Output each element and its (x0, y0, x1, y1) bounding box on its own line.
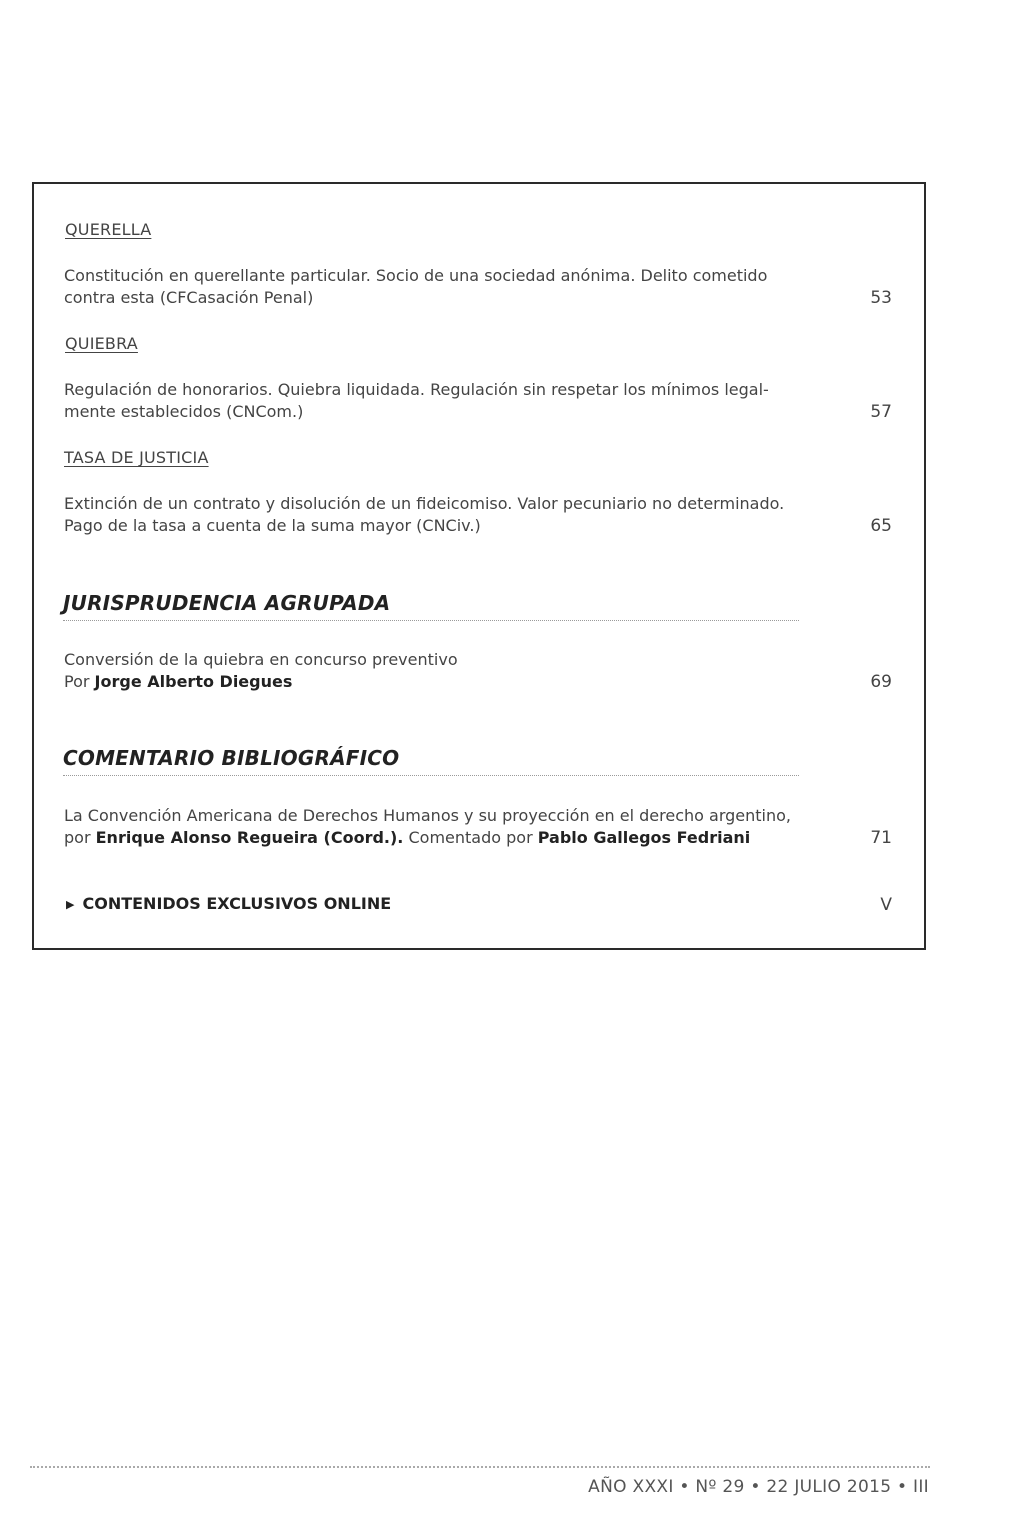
entry-comentario-line1: La Convención Americana de Derechos Humanos y su proyección en el derecho argentino, (64, 806, 791, 825)
entry-jurisprudencia-line2 (64, 671, 809, 693)
entry-tasa-line1: Extinción de un contrato y disolución de un fideicomiso. Valor pecuniario no determinado. (64, 494, 785, 513)
online-content-link[interactable] (66, 894, 391, 913)
heading-quiebra: QUIEBRA (65, 334, 138, 353)
author-name: Jorge Alberto Diegues (94, 672, 293, 691)
coordinator-name: Enrique Alonso Regueira (Coord.). (95, 828, 404, 847)
entry-querella-line1: Constitución en querellante particular. Socio de una sociedad anónima. Delito cometido (64, 266, 768, 285)
entry-quiebra-line2: mente establecidos (CNCom.) (64, 402, 304, 421)
section-title-jurisprudencia: JURISPRUDENCIA AGRUPADA (63, 591, 391, 615)
section-divider-jurisprudencia (63, 620, 799, 621)
triangle-right-icon: ▶ (66, 898, 75, 911)
page-number-tasa: 65 (870, 516, 892, 536)
page-number-online: V (880, 895, 892, 915)
entry-tasa-line2: Pago de la tasa a cuenta de la suma mayor (CNCiv.) (64, 516, 481, 535)
page-number-jurisprudencia: 69 (870, 672, 892, 692)
entry-querella-text (64, 265, 809, 309)
entry-querella-line2: contra esta (CFCasación Penal) (64, 288, 314, 307)
entry-quiebra-line1: Regulación de honorarios. Quiebra liquidada. Regulación sin respetar los mínimos legal- (64, 380, 769, 399)
entry-quiebra-text (64, 379, 809, 423)
section-divider-comentario (63, 775, 799, 776)
section-title-comentario: COMENTARIO BIBLIOGRÁFICO (63, 746, 400, 770)
entry-jurisprudencia-line1: Conversión de la quiebra en concurso preventivo (64, 650, 458, 669)
page-number-querella: 53 (870, 288, 892, 308)
commented-by-label: Comentado por (408, 828, 533, 847)
entry-jurisprudencia-text (64, 649, 809, 693)
entry-tasa-text (64, 493, 809, 537)
page-number-comentario: 71 (870, 828, 892, 848)
by-label: Por (64, 672, 90, 691)
entry-comentario-text (64, 805, 809, 849)
footer-issue-info: AÑO XXXI • Nº 29 • 22 JULIO 2015 • III (588, 1477, 929, 1497)
online-content-label: CONTENIDOS EXCLUSIVOS ONLINE (82, 894, 392, 913)
footer-divider (30, 1466, 930, 1468)
by-label: por (64, 828, 91, 847)
commentator-name: Pablo Gallegos Fedriani (537, 828, 751, 847)
page-number-quiebra: 57 (870, 402, 892, 422)
heading-tasa-de-justicia: TASA DE JUSTICIA (64, 448, 209, 467)
entry-comentario-line2 (64, 827, 809, 849)
heading-querella: QUERELLA (65, 220, 152, 239)
